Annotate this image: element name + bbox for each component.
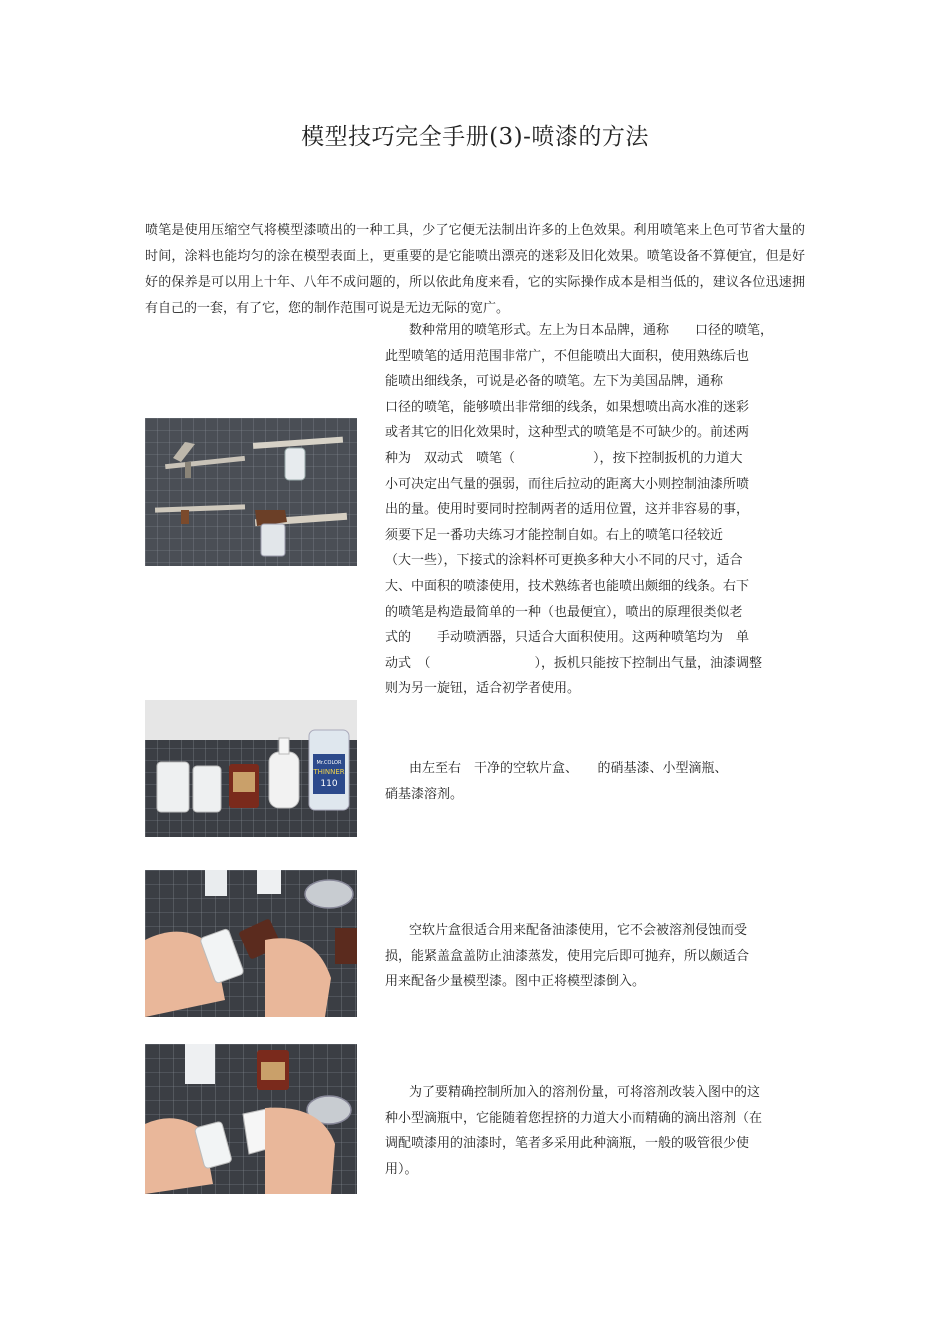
caption-line: （大一些），下接式的涂料杯可更换多种大小不同的尺寸，适合 — [385, 553, 743, 569]
thinner-label-top: Mr.COLOR — [316, 760, 342, 766]
pouring-paint-caption — [385, 918, 795, 995]
intro-text: 喷笔是使用压缩空气将模型漆喷出的一种工具，少了它便无法制出许多的上色效果。利用喷笔来上色可节省大量的时间，涂料也能均匀的涂在模型表面上，更重要的是它能喷出漂亮的迷彩及旧化效果。喷笔设备不算便宜，但是好好的保养是可以用上十年、八年不成问题的，所以依此角度来看，它的实际操作成本是相当低的，建议各位迅速拥有自己的一套，有了它，您的制作范围可说是无边无际的宽广。 — [145, 223, 805, 316]
thinner-label-number: 110 — [320, 779, 338, 789]
pouring-paint-photo — [145, 870, 357, 1017]
caption-line: 种小型滴瓶中，它能随着您捏挤的力道大小而精确的滴出溶剂（在 — [385, 1110, 763, 1126]
airbrush-caption — [385, 318, 795, 702]
supplies-caption — [385, 756, 795, 807]
dropper-bottle-photo — [145, 1044, 357, 1194]
caption-line: 或者其它的旧化效果时，这种型式的喷笔是不可缺少的。前述两 — [385, 425, 750, 441]
caption-line: 空软片盒很适合用来配备油漆使用，它不会被溶剂侵蚀而受 — [409, 923, 748, 938]
caption-line: 口径的喷笔，能够喷出非常细的线条，如果想喷出高水准的迷彩 — [385, 399, 750, 415]
caption-line: 大、中面积的喷漆使用，技术熟练者也能喷出颇细的线条。右下 — [385, 578, 750, 594]
caption-line: 为了要精确控制所加入的溶剂份量，可将溶剂改装入图中的这 — [409, 1085, 761, 1100]
supplies-photo — [145, 700, 357, 837]
caption-line: 用来配备少量模型漆。图中正将模型漆倒入。 — [385, 974, 646, 990]
caption-line: 则为另一旋钮，适合初学者使用。 — [385, 681, 581, 697]
caption-line: 用）。 — [385, 1161, 418, 1177]
caption-line: 须要下足一番功夫练习才能控制自如。右上的喷笔口径较近 — [385, 527, 724, 543]
airbrush-photo — [145, 418, 357, 566]
thinner-label-main: THINNER — [313, 768, 345, 776]
caption-line: 数种常用的喷笔形式。左上为日本品牌，通称 口径的喷笔， — [409, 323, 774, 338]
intro-paragraph — [145, 218, 805, 322]
caption-line: 的喷笔是构造最简单的一种（也最便宜），喷出的原理很类似老 — [385, 604, 743, 620]
caption-line: 种为 双动式 喷笔（ ），按下控制扳机的力道大 — [385, 450, 743, 466]
caption-line: 此型喷笔的适用范围非常广，不但能喷出大面积，使用熟练后也 — [385, 348, 750, 364]
caption-line: 损，能紧盖盒盖防止油漆蒸发，使用完后即可抛弃，所以颇适合 — [385, 948, 750, 964]
caption-line: 动式 （ ），扳机只能按下控制出气量，油漆调整 — [385, 655, 763, 671]
caption-line: 小可决定出气量的强弱，而往后拉动的距离大小则控制油漆所喷 — [385, 476, 750, 492]
caption-line: 式的 手动喷洒器，只适合大面积使用。这两种喷笔均为 单 — [385, 630, 750, 646]
caption-line: 调配喷漆用的油漆时，笔者多采用此种滴瓶，一般的吸管很少使 — [385, 1136, 750, 1152]
caption-line: 出的量。使用时要同时控制两者的适用位置，这并非容易的事， — [385, 502, 750, 518]
caption-line: 能喷出细线条，可说是必备的喷笔。左下为美国品牌，通称 — [385, 374, 724, 390]
page-title: 模型技巧完全手册(3)-喷漆的方法 — [301, 124, 649, 150]
caption-line: 由左至右 干净的空软片盒、 的硝基漆、小型滴瓶、 — [409, 761, 728, 776]
dropper-bottle-caption — [385, 1080, 795, 1182]
caption-line: 硝基漆溶剂。 — [385, 786, 464, 802]
